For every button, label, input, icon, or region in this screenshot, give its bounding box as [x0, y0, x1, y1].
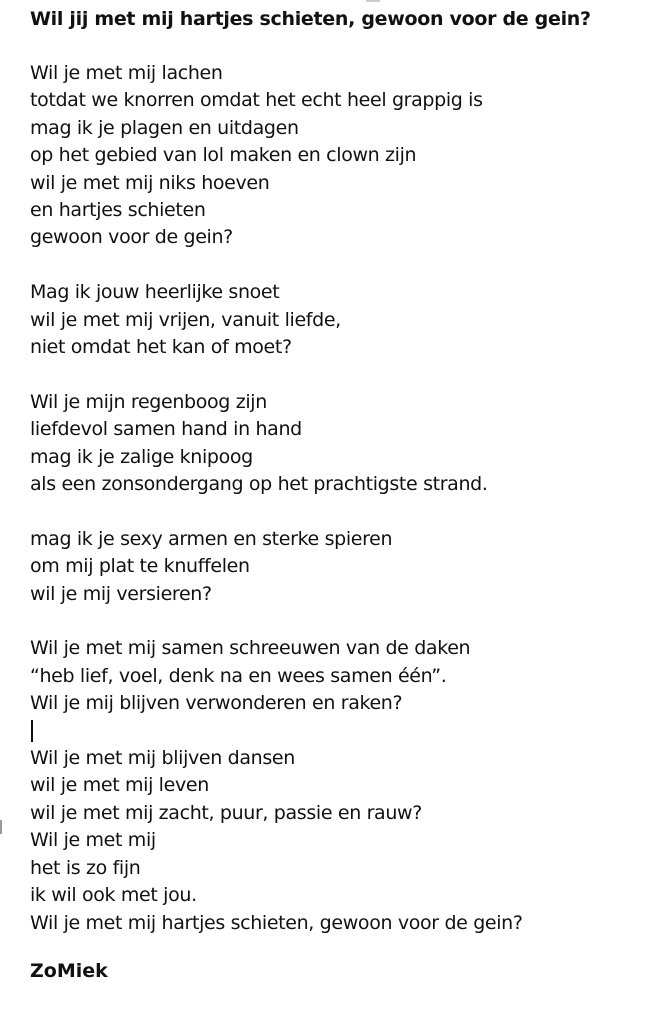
poem-line: om mij plat te knuffelen [30, 555, 250, 578]
poem-line: Wil je mij blijven verwonderen en raken? [30, 692, 403, 715]
poem-line: Wil je met mij lachen [30, 62, 223, 84]
poem-line: Wil je met mij samen schreeuwen van de daken [30, 637, 471, 660]
stanza-6 [30, 745, 650, 937]
poem-line: wil je met mij vrijen, vanuit liefde, [30, 308, 341, 331]
poem-title: Wil jij met mij hartjes schieten, gewoon voor de gein? [30, 8, 591, 30]
poem-line: het is zo fijn [30, 856, 141, 879]
poem-line: wil je mij versieren? [30, 582, 212, 605]
poem-line: als een zonsondergang op het prachtigste strand. [30, 473, 488, 496]
stanza-5 [30, 635, 650, 717]
stanza-4 [30, 526, 650, 608]
poem-line: gewoon voor de gein? [30, 226, 233, 249]
poem-line: en hartjes schieten [30, 199, 206, 222]
poem-line: Wil je mijn regenboog zijn [30, 390, 267, 413]
poem-line: op het gebied van lol maken en clown zijn [30, 144, 417, 167]
stanza-3 [30, 389, 650, 499]
poem-body[interactable] [30, 60, 650, 964]
poem-line: wil je met mij niks hoeven [30, 171, 270, 194]
poem-line: mag ik je sexy armen en sterke spieren [30, 527, 393, 550]
poem-line: Wil je met mij blijven dansen [30, 747, 295, 770]
stanza-2 [30, 279, 650, 361]
poem-line: wil je met mij zacht, puur, passie en rauw? [30, 801, 422, 824]
left-edge-mark [0, 820, 2, 834]
poem-line: Wil je met mij [30, 829, 156, 852]
poem-line: ik wil ook met jou. [30, 884, 197, 907]
stanza-1 [30, 60, 650, 252]
poem-line: niet omdat het kan of moet? [30, 336, 292, 359]
text-cursor [31, 720, 33, 742]
poem-line: mag ik je zalige knipoog [30, 445, 253, 468]
text-cursor-row [30, 718, 650, 745]
poem-line: Wil je met mij hartjes schieten, gewoon voor de gein? [30, 911, 523, 934]
author-signature: ZoMiek [30, 960, 108, 982]
poem-line: Mag ik jouw heerlijke snoet [30, 281, 280, 304]
poem-line: “heb lief, voel, denk na en wees samen één”. [30, 664, 447, 687]
poem-line: mag ik je plagen en uitdagen [30, 116, 299, 139]
poem-line: wil je met mij leven [30, 774, 209, 797]
poem-line: totdat we knorren omdat het echt heel grappig is [30, 89, 483, 112]
poem-line: liefdevol samen hand in hand [30, 418, 302, 441]
top-edge-mark [366, 0, 380, 2]
